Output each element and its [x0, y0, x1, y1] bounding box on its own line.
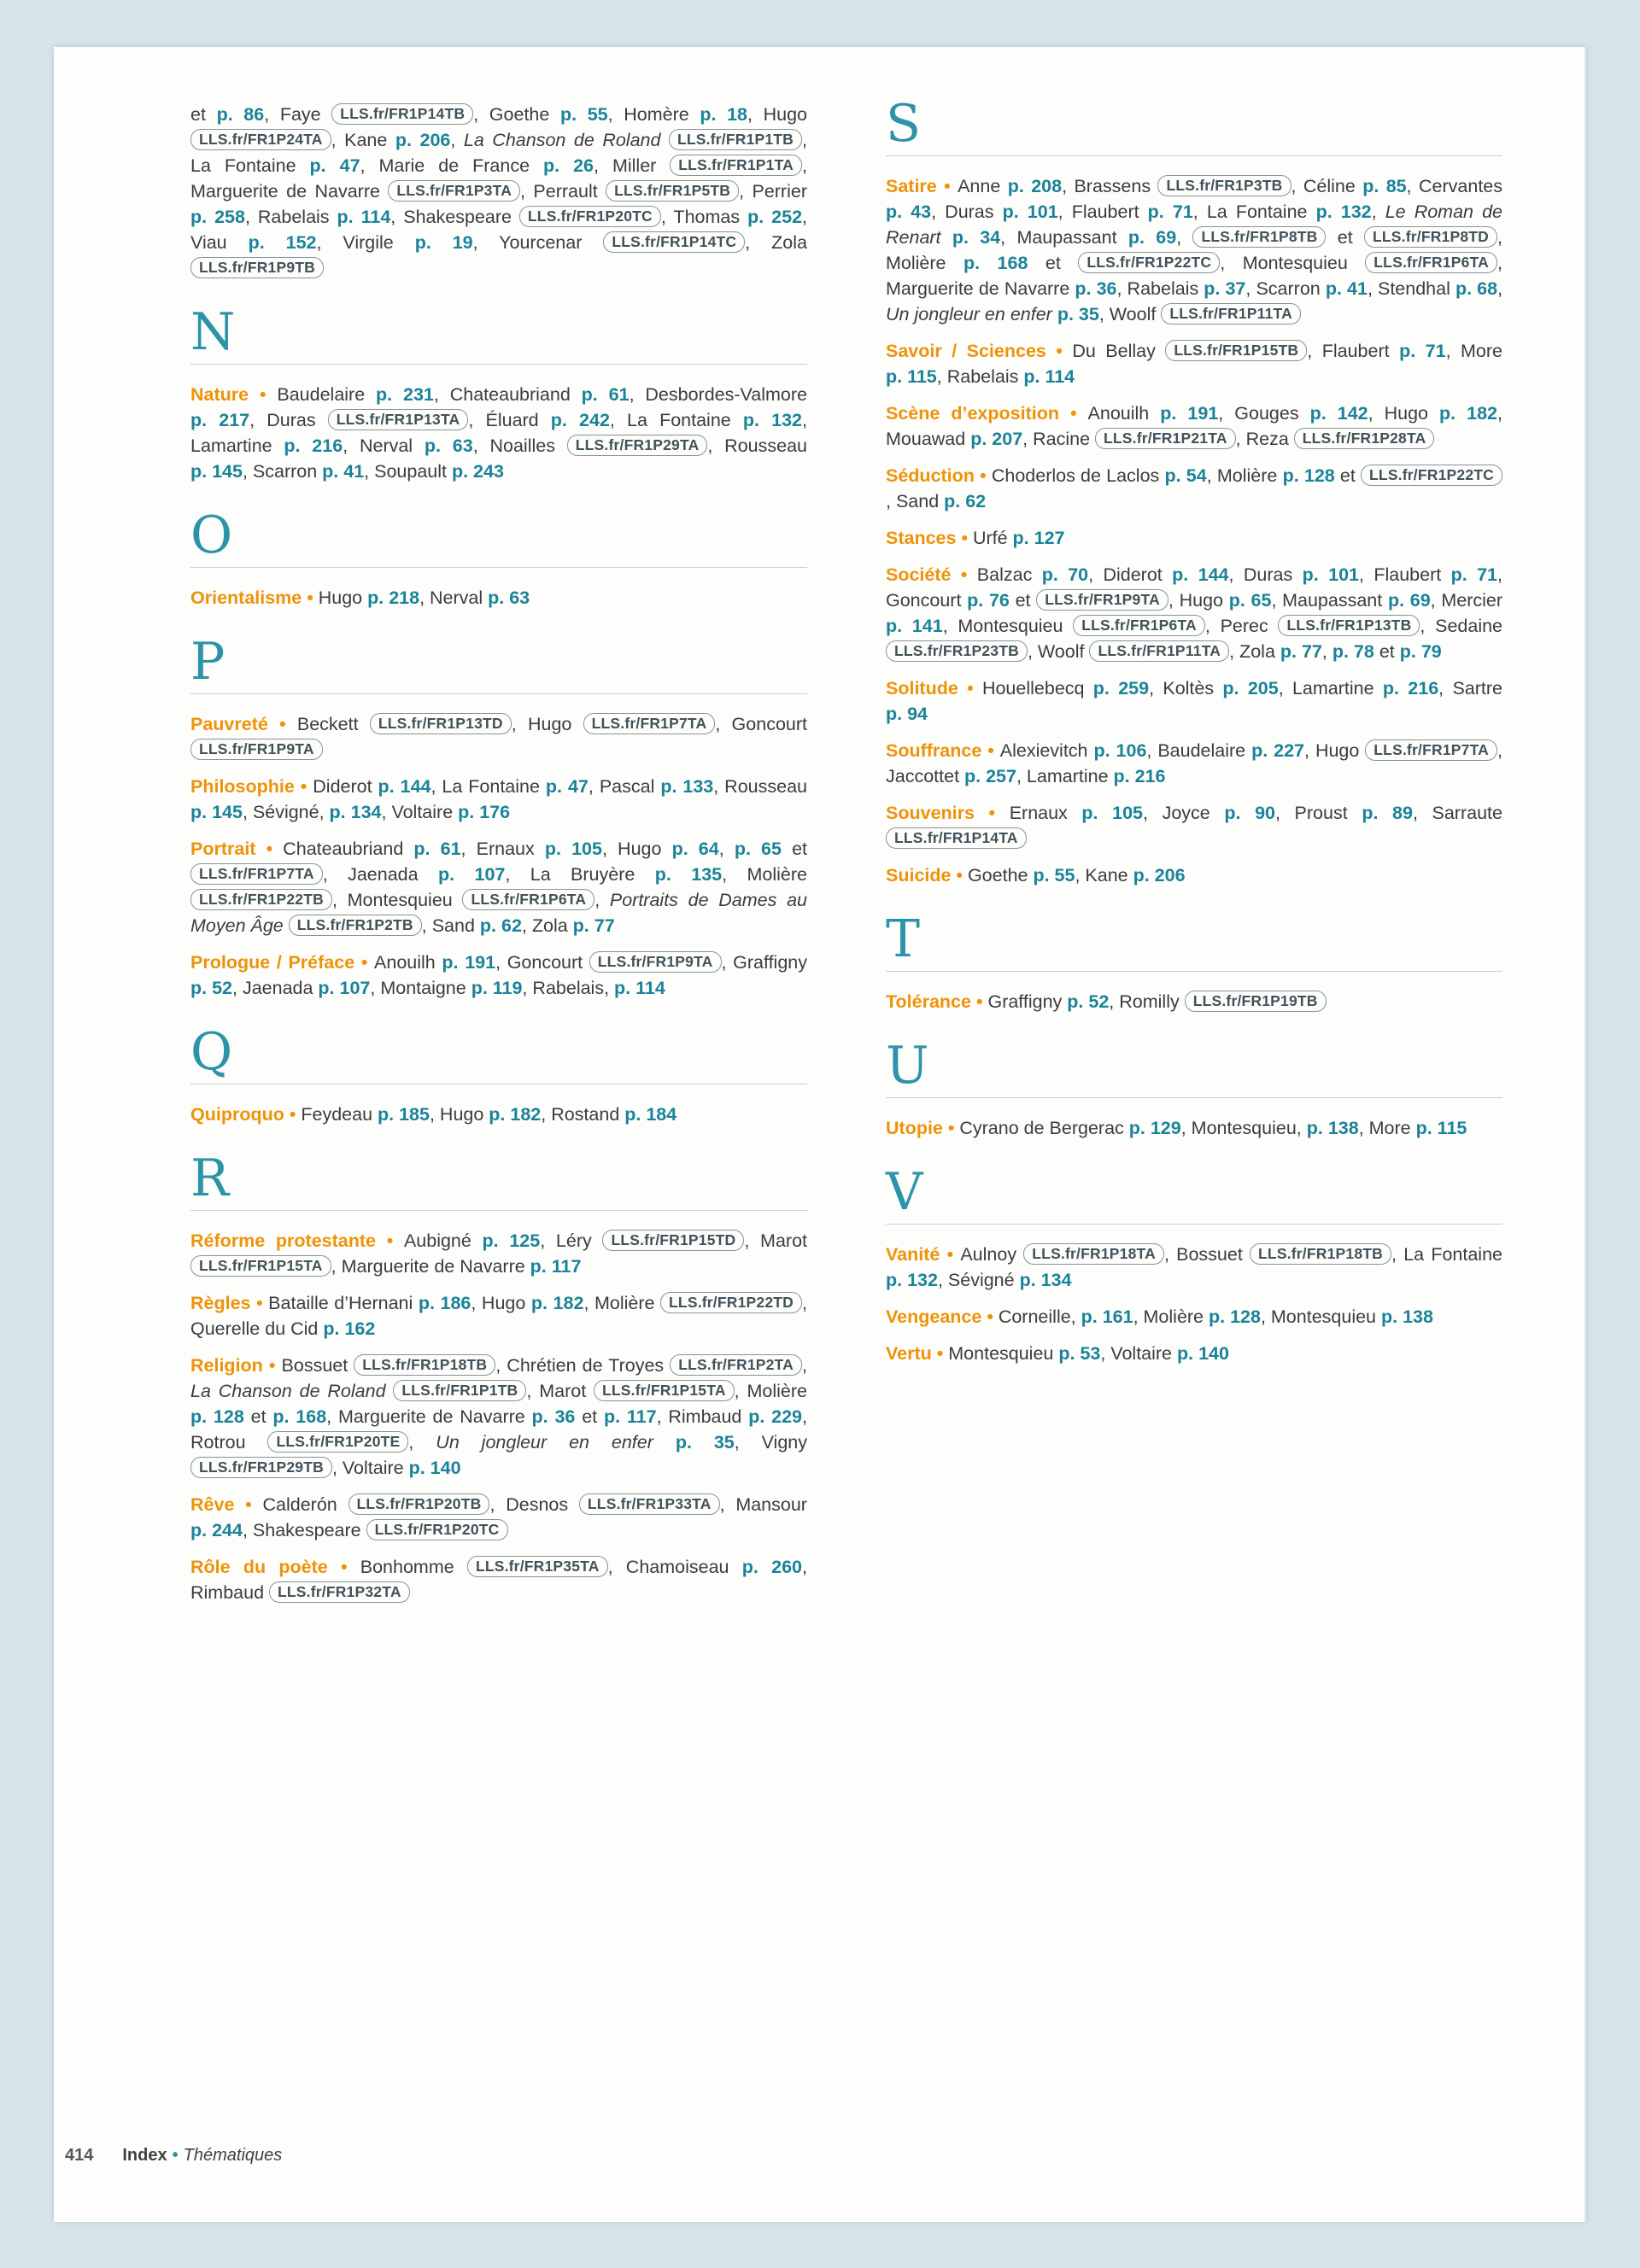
entry-keyword: Vertu: [886, 1343, 932, 1364]
page-ref: p. 145: [190, 461, 243, 482]
page-ref: p. 77: [572, 915, 615, 936]
keyword-bullet: •: [249, 384, 278, 405]
keyword-bullet: •: [354, 952, 375, 973]
index-entry-vengeance: Vengeance • Corneille, p. 161, Molière p. 128, Montesquieu p. 138: [886, 1306, 1433, 1327]
work-title: Un jongleur en enfer: [436, 1432, 653, 1453]
page-ref: p. 186: [418, 1293, 472, 1313]
page-ref: p. 64: [671, 839, 719, 859]
page-ref: p. 35: [1057, 304, 1099, 324]
page-ref: p. 168: [272, 1406, 327, 1427]
index-entry-scene-d-exposition: Scène d’exposition • Anouilh p. 191, Gouges p. 142, Hugo p. 182, Mouawad p. 207, Racine LLS.fr/FR1P21TA , Reza LLS.fr/FR1P28TA: [886, 403, 1502, 449]
keyword-bullet: •: [974, 803, 1010, 823]
index-entry-suicide: Suicide • Goethe p. 55, Kane p. 206: [886, 865, 1186, 886]
keyword-bullet: •: [951, 865, 968, 886]
lls-code-pill: LLS.fr/FR1P35TA: [467, 1556, 608, 1577]
lls-code-pill: LLS.fr/FR1P33TA: [579, 1493, 720, 1515]
lls-code-pill: LLS.fr/FR1P15TA: [190, 1255, 331, 1277]
page-ref: p. 134: [329, 802, 382, 822]
page-ref: p. 63: [424, 435, 473, 456]
index-entry-pauvrete: Pauvreté • Beckett LLS.fr/FR1P13TD , Hugo LLS.fr/FR1P7TA , Goncourt LLS.fr/FR1P9TA: [190, 711, 807, 763]
lls-code-pill: LLS.fr/FR1P1TB: [393, 1380, 526, 1401]
page-ref: p. 43: [886, 202, 932, 222]
lls-code-pill: LLS.fr/FR1P29TA: [567, 435, 708, 456]
lls-code-pill: LLS.fr/FR1P11TA: [1089, 640, 1229, 662]
entry-keyword: Vanité: [886, 1244, 940, 1265]
keyword-bullet: •: [376, 1230, 404, 1251]
keyword-bullet: •: [974, 465, 992, 486]
page-ref: p. 65: [1228, 590, 1272, 611]
section-r: [190, 1151, 807, 1211]
index-entry-reforme-protestante: Réforme protestante • Aubigné p. 125, Léry LLS.fr/FR1P15TD , Marot LLS.fr/FR1P15TA , Marguerite de Navarre p. 117: [190, 1230, 808, 1277]
page-ref: p. 182: [530, 1293, 584, 1313]
section-t: [886, 909, 1502, 972]
right-column: [886, 94, 1503, 1616]
page-ref: p. 54: [1164, 465, 1207, 486]
page-ref: p. 105: [1081, 803, 1144, 823]
page-ref: p. 53: [1058, 1343, 1101, 1364]
page-ref: p. 115: [1415, 1118, 1467, 1138]
page-ref: p. 218: [367, 587, 420, 608]
lls-code-pill: LLS.fr/FR1P29TB: [190, 1457, 332, 1478]
page-ref: p. 145: [190, 802, 243, 822]
page-ref: p. 191: [1160, 403, 1219, 424]
index-entry-orientalisme: Orientalisme • Hugo p. 218, Nerval p. 63: [190, 587, 530, 608]
page-ref: p. 184: [624, 1104, 677, 1125]
page-ref: p. 115: [886, 366, 937, 387]
section-letter-n: N: [190, 302, 236, 362]
lls-code-pill: LLS.fr/FR1P1TA: [670, 155, 802, 176]
lls-code-pill: LLS.fr/FR1P14TA: [886, 827, 1027, 849]
work-title: La Chanson de Roland: [463, 130, 661, 150]
page-ref: p. 35: [675, 1432, 735, 1453]
entry-keyword: Scène d’exposition: [886, 403, 1059, 424]
lls-code-pill: LLS.fr/FR1P15TB: [1165, 340, 1307, 361]
page-ref: p. 205: [1222, 678, 1279, 699]
lls-code-pill: LLS.fr/FR1P22TB: [190, 889, 332, 910]
keyword-bullet: •: [234, 1494, 263, 1515]
index-entry-savoir-sciences: Savoir / Sciences • Du Bellay LLS.fr/FR1P15TB , Flaubert p. 71, More p. 115, Rabelais p. 114: [886, 341, 1502, 387]
page-ref: p. 52: [1067, 991, 1110, 1012]
index-entry-satire: Satire • Anne p. 208, Brassens LLS.fr/FR1P3TB , Céline p. 85, Cervantes p. 43, Duras p. 101, Flaubert p. 71, La Fontaine p. 132, Le Roman de Renart p. 34, Maupassant p. 69, LLS.fr/FR1P8TB et LLS.fr/FR1P8TD , Molière p. 168 et LLS.fr/FR1P22TC , Montesquieu LLS.fr/FR1P6TA , Marguerite de Navarre p. 36, Rabelais p. 37, Scarron p. 41, Stendhal p. 68, Un jongleur en enfer p. 35, Woolf LLS.fr/FR1P11TA: [886, 176, 1503, 324]
keyword-bullet: •: [951, 564, 977, 585]
index-entry-utopie: Utopie • Cyrano de Bergerac p. 129, Montesquieu, p. 138, More p. 115: [886, 1118, 1467, 1138]
page-ref: p. 243: [451, 461, 504, 482]
lls-code-pill: LLS.fr/FR1P21TA: [1095, 428, 1236, 449]
page-ref: p. 132: [886, 1270, 938, 1290]
lls-code-pill: LLS.fr/FR1P3TB: [1157, 175, 1291, 196]
entry-keyword: Savoir / Sciences: [886, 341, 1046, 361]
page-ref: p. 114: [614, 978, 665, 998]
entry-keyword: Rêve: [190, 1494, 235, 1515]
lls-code-pill: LLS.fr/FR1P32TA: [269, 1581, 410, 1603]
index-entry-seduction: Séduction • Choderlos de Laclos p. 54, Molière p. 128 et LLS.fr/FR1P22TC, Sand p. 62: [886, 463, 1502, 514]
index-entry-quiproquo: Quiproquo • Feydeau p. 185, Hugo p. 182, Rostand p. 184: [190, 1104, 677, 1125]
lls-code-pill: LLS.fr/FR1P2TA: [670, 1354, 802, 1376]
entry-keyword: Vengeance: [886, 1306, 982, 1327]
lls-code-pill: LLS.fr/FR1P22TD: [660, 1292, 802, 1313]
page-ref: p. 140: [1177, 1343, 1229, 1364]
page-ref: p. 216: [1113, 766, 1166, 786]
entry-keyword: Satire: [886, 176, 937, 196]
page-ref: p. 206: [1133, 865, 1186, 886]
section-letter-o: O: [190, 506, 233, 565]
page-ref: p. 191: [442, 952, 496, 973]
page-ref: p. 55: [559, 104, 608, 125]
section-q: [190, 1022, 807, 1084]
page-number: 414: [65, 2146, 94, 2165]
index-entry-prologue-preface: Prologue / Préface • Anouilh p. 191, Goncourt LLS.fr/FR1P9TA , Graffigny p. 52, Jaenada p. 107, Montaigne p. 119, Rabelais, p. 114: [190, 952, 807, 998]
lls-code-pill: LLS.fr/FR1P15TA: [594, 1380, 735, 1401]
page-ref: p. 47: [545, 776, 589, 797]
keyword-bullet: •: [302, 587, 319, 608]
index-entry-portrait: Portrait • Chateaubriand p. 61, Ernaux p. 105, Hugo p. 64, p. 65 et LLS.fr/FR1P7TA , Jaenada p. 107, La Bruyère p. 135, Molière LLS.fr/FR1P22TB , Montesquieu LLS.fr/FR1P6TA , Portraits de Dames au Moyen Âge LLS.fr/FR1P2TB , Sand p. 62, Zola p. 77: [190, 839, 808, 936]
keyword-bullet: •: [327, 1557, 360, 1577]
keyword-bullet: •: [981, 740, 1000, 761]
index-entry-nature: Nature • Baudelaire p. 231, Chateaubriand p. 61, Desbordes-Valmore p. 217, Duras LLS.fr/FR1P13TA , Éluard p. 242, La Fontaine p. 132, Lamartine p. 216, Nerval p. 63, Noailles LLS.fr/FR1P29TA , Rousseau p. 145, Scarron p. 41, Soupault p. 243: [190, 384, 807, 482]
index-entry-societe: Société • Balzac p. 70, Diderot p. 144, Duras p. 101, Flaubert p. 71, Goncourt p. 76 et LLS.fr/FR1P9TA , Hugo p. 65, Maupassant p. 69, Mercier p. 141, Montesquieu LLS.fr/FR1P6TA , Perec LLS.fr/FR1P13TB , Sedaine LLS.fr/FR1P23TB , Woolf LLS.fr/FR1P11TA , Zola p. 77, p. 78 et p. 79: [886, 564, 1503, 662]
page-ref: p. 65: [734, 839, 782, 859]
page-ref: p. 128: [1209, 1306, 1261, 1327]
entry-keyword: Solitude: [886, 678, 958, 699]
lls-code-pill: LLS.fr/FR1P24TA: [190, 129, 331, 150]
left-column: [190, 102, 807, 1616]
page-ref: p. 244: [190, 1520, 243, 1540]
lls-code-pill: LLS.fr/FR1P13TD: [370, 713, 512, 734]
keyword-bullet: •: [956, 528, 973, 548]
footer-section-label: Thématiques: [183, 2146, 283, 2165]
lls-code-pill: LLS.fr/FR1P9TA: [190, 739, 323, 760]
keyword-bullet: •: [970, 991, 988, 1012]
page-ref: p. 62: [944, 491, 987, 511]
page-ref: p. 41: [1325, 278, 1368, 299]
page-ref: p. 55: [1033, 865, 1075, 886]
entry-keyword: Règles: [190, 1293, 251, 1313]
keyword-bullet: •: [255, 839, 284, 859]
page-ref: p. 62: [479, 915, 522, 936]
entry-keyword: Société: [886, 564, 952, 585]
lls-code-pill: LLS.fr/FR1P6TA: [1073, 615, 1205, 636]
index-entry-vertu: Vertu • Montesquieu p. 53, Voltaire p. 140: [886, 1343, 1229, 1364]
lls-code-pill: LLS.fr/FR1P20TE: [267, 1431, 408, 1453]
page-ref: p. 19: [414, 232, 473, 253]
page-ref: p. 161: [1081, 1306, 1133, 1327]
page-ref: p. 71: [1147, 202, 1193, 222]
page-ref: p. 79: [1399, 641, 1442, 662]
keyword-bullet: •: [250, 1293, 269, 1313]
lls-code-pill: LLS.fr/FR1P28TA: [1294, 428, 1435, 449]
page-ref: p. 76: [967, 590, 1010, 611]
lls-code-pill: LLS.fr/FR1P19TB: [1185, 991, 1327, 1012]
page-ref: p. 152: [248, 232, 317, 253]
keyword-bullet: •: [981, 1306, 999, 1327]
page-ref: p. 141: [886, 616, 943, 636]
entry-keyword: Souvenirs: [886, 803, 975, 823]
page-ref: p. 140: [408, 1458, 461, 1478]
page-ref: p. 52: [190, 978, 232, 998]
entry-keyword: Orientalisme: [190, 587, 302, 608]
lls-code-pill: LLS.fr/FR1P9TB: [190, 257, 324, 278]
entry-keyword: Religion: [190, 1355, 263, 1376]
index-entry-souvenirs: Souvenirs • Ernaux p. 105, Joyce p. 90, Proust p. 89, Sarraute LLS.fr/FR1P14TA: [886, 800, 1502, 851]
lls-code-pill: LLS.fr/FR1P7TA: [583, 713, 716, 734]
section-rule: [190, 364, 807, 365]
page-ref: p. 101: [1302, 564, 1359, 585]
entry-keyword: Souffrance: [886, 740, 982, 761]
page-ref: p. 185: [378, 1104, 430, 1125]
lls-code-pill: LLS.fr/FR1P8TD: [1364, 226, 1497, 248]
keyword-bullet: •: [284, 1104, 302, 1125]
page-ref: p. 71: [1450, 564, 1498, 585]
page-ref: p. 69: [1128, 227, 1177, 248]
lls-code-pill: LLS.fr/FR1P9TA: [1036, 589, 1168, 611]
entry-keyword: Portrait: [190, 839, 256, 859]
lls-code-pill: LLS.fr/FR1P3TA: [388, 180, 520, 202]
section-rule: [190, 1210, 807, 1211]
index-entry-continued: et p. 86, Faye LLS.fr/FR1P14TB , Goethe p. 55, Homère p. 18, Hugo LLS.fr/FR1P24TA , Kane p. 206, La Chanson de Roland LLS.fr/FR1P1TB , La Fontaine p. 47, Marie de France p. 26, Miller LLS.fr/FR1P1TA , Marguerite de Navarre LLS.fr/FR1P3TA , Perrault LLS.fr/FR1P5TB , Perrier p. 258, Rabelais p. 114, Shakespeare LLS.fr/FR1P20TC , Thomas p. 252, Viau p. 152, Virgile p. 19, Yourcenar LLS.fr/FR1P14TC , Zola LLS.fr/FR1P9TB: [190, 102, 807, 281]
page-ref: p. 144: [378, 776, 431, 797]
page-ref: p. 41: [322, 461, 365, 482]
page-ref: p. 168: [963, 253, 1028, 273]
entry-keyword: Philosophie: [190, 776, 295, 797]
keyword-bullet: •: [942, 1118, 960, 1138]
lls-code-pill: LLS.fr/FR1P13TB: [1278, 615, 1420, 636]
entry-keyword: Stances: [886, 528, 957, 548]
index-entry-religion: Religion • Bossuet LLS.fr/FR1P18TB , Chrétien de Troyes LLS.fr/FR1P2TA , La Chanson de Roland LLS.fr/FR1P1TB , Marot LLS.fr/FR1P15TA , Molière p. 128 et p. 168, Marguerite de Navarre p. 36 et p. 117, Rimbaud p. 229, Rotrou LLS.fr/FR1P20TE , Un jongleur en enfer p. 35, Vigny LLS.fr/FR1P29TB , Voltaire p. 140: [190, 1355, 807, 1478]
page-ref: p. 119: [471, 978, 523, 998]
page-ref: p. 107: [318, 978, 371, 998]
page-ref: p. 182: [489, 1104, 542, 1125]
index-entry-role-du-poete: Rôle du poète • Bonhomme LLS.fr/FR1P35TA , Chamoiseau p. 260, Rimbaud LLS.fr/FR1P32TA: [190, 1557, 807, 1603]
keyword-bullet: •: [294, 776, 313, 797]
lls-code-pill: LLS.fr/FR1P18TB: [1250, 1243, 1391, 1265]
index-entry-tolerance: Tolérance • Graffigny p. 52, Romilly LLS.fr/FR1P19TB: [886, 989, 1502, 1014]
lls-code-pill: LLS.fr/FR1P22TC: [1361, 465, 1502, 486]
index-entry-philosophie: Philosophie • Diderot p. 144, La Fontaine p. 47, Pascal p. 133, Rousseau p. 145, Sévigné, p. 134, Voltaire p. 176: [190, 776, 807, 822]
lls-code-pill: LLS.fr/FR1P8TB: [1192, 226, 1326, 248]
lls-code-pill: LLS.fr/FR1P14TC: [603, 231, 745, 253]
page-ref: p. 208: [1007, 176, 1063, 196]
page-footer: [65, 2145, 282, 2166]
work-title: Portraits de Dames au Moyen Âge: [190, 890, 807, 936]
page-ref: p. 71: [1399, 341, 1446, 361]
page-ref: p. 125: [482, 1230, 541, 1251]
entry-keyword: Pauvreté: [190, 714, 268, 734]
lls-code-pill: LLS.fr/FR1P5TB: [606, 180, 739, 202]
lls-code-pill: LLS.fr/FR1P15TD: [602, 1230, 744, 1251]
page-ref: p. 107: [437, 864, 506, 885]
page-ref: p. 117: [603, 1406, 657, 1427]
page-ref: p. 117: [530, 1256, 582, 1277]
index-entry-vanite: Vanité • Aulnoy LLS.fr/FR1P18TA , Bossuet LLS.fr/FR1P18TB , La Fontaine p. 132, Sévigné p. 134: [886, 1244, 1502, 1290]
keyword-bullet: •: [1046, 341, 1073, 361]
page-ref: p. 162: [323, 1318, 376, 1339]
lls-code-pill: LLS.fr/FR1P9TA: [589, 951, 722, 973]
entry-keyword: Séduction: [886, 465, 975, 486]
section-v: [886, 1162, 1502, 1225]
page-ref: p. 259: [1092, 678, 1150, 699]
section-s: [886, 96, 1502, 156]
section-p: [190, 634, 807, 694]
lls-code-pill: LLS.fr/FR1P7TA: [190, 863, 323, 885]
lls-code-pill: LLS.fr/FR1P18TB: [354, 1354, 495, 1376]
index-entry-souffrance: Souffrance • Alexievitch p. 106, Baudelaire p. 227, Hugo LLS.fr/FR1P7TA , Jaccottet p. 257, Lamartine p. 216: [886, 740, 1502, 786]
work-title: Le Roman de Renart: [886, 202, 1502, 248]
lls-code-pill: LLS.fr/FR1P6TA: [462, 889, 594, 910]
section-n: [190, 302, 807, 365]
work-title: La Chanson de Roland: [190, 1381, 386, 1401]
entry-keyword: Suicide: [886, 865, 952, 886]
book-page: [54, 47, 1586, 2222]
page-ref: p. 229: [748, 1406, 803, 1427]
page-ref: p. 18: [700, 104, 747, 125]
lls-code-pill: LLS.fr/FR1P6TA: [1365, 252, 1497, 273]
page-ref: p. 128: [1282, 465, 1335, 486]
entry-keyword: Prologue / Préface: [190, 952, 355, 973]
page-ref: p. 135: [654, 864, 723, 885]
section-letter-t: T: [886, 909, 921, 969]
section-rule: [886, 155, 1502, 156]
lls-code-pill: LLS.fr/FR1P20TC: [519, 206, 661, 227]
lls-code-pill: LLS.fr/FR1P7TA: [1365, 739, 1497, 761]
page-ref: p. 128: [190, 1406, 244, 1427]
page-ref: p. 207: [970, 429, 1023, 449]
entry-keyword: Nature: [190, 384, 249, 405]
keyword-bullet: •: [262, 1355, 282, 1376]
entry-keyword: Réforme protestante: [190, 1230, 376, 1251]
page-ref: p. 129: [1128, 1118, 1181, 1138]
lls-code-pill: LLS.fr/FR1P1TB: [669, 129, 802, 150]
page-ref: p. 47: [309, 155, 360, 176]
page-ref: p. 63: [488, 587, 530, 608]
section-letter-r: R: [190, 1149, 230, 1208]
keyword-bullet: •: [958, 678, 982, 699]
lls-code-pill: LLS.fr/FR1P22TC: [1078, 252, 1220, 273]
page-ref: p. 216: [284, 435, 343, 456]
section-letter-u: U: [886, 1036, 929, 1096]
page-ref: p. 114: [1023, 366, 1075, 387]
section-letter-s: S: [886, 94, 922, 154]
section-rule: [190, 693, 807, 694]
page-ref: p. 227: [1251, 740, 1305, 761]
page-ref: p. 105: [544, 839, 602, 859]
section-rule: [886, 1224, 1502, 1225]
footer-index-label: Index: [122, 2146, 167, 2165]
page-ref: p. 258: [190, 207, 245, 227]
lls-code-pill: LLS.fr/FR1P11TA: [1161, 303, 1301, 324]
index-entry-regles: Règles • Bataille d’Hernani p. 186, Hugo p. 182, Molière LLS.fr/FR1P22TD , Querelle du Cid p. 162: [190, 1293, 807, 1339]
page-ref: p. 61: [413, 839, 461, 859]
keyword-bullet: •: [936, 176, 958, 196]
page-ref: p. 77: [1280, 641, 1322, 662]
entry-keyword: Tolérance: [886, 991, 971, 1012]
page-ref: p. 134: [1019, 1270, 1072, 1290]
index-entry-stances: Stances • Urfé p. 127: [886, 528, 1065, 548]
page-ref: p. 138: [1306, 1118, 1359, 1138]
keyword-bullet: •: [940, 1244, 961, 1265]
page-ref: p. 86: [216, 104, 265, 125]
keyword-bullet: •: [931, 1343, 949, 1364]
page-ref: p. 231: [376, 384, 434, 405]
section-u: [886, 1038, 1502, 1098]
index-entry-solitude: Solitude • Houellebecq p. 259, Koltès p. 205, Lamartine p. 216, Sartre p. 94: [886, 678, 1502, 724]
page-ref: p. 132: [742, 410, 803, 430]
page-ref: p. 36: [531, 1406, 576, 1427]
page-ref: p. 138: [1380, 1306, 1433, 1327]
page-ref: p. 257: [964, 766, 1016, 786]
page-ref: p. 142: [1309, 403, 1368, 424]
page-ref: p. 206: [395, 130, 451, 150]
page-ref: p. 216: [1382, 678, 1439, 699]
work-title: Un jongleur en enfer: [886, 304, 1052, 324]
lls-code-pill: LLS.fr/FR1P2TB: [289, 915, 422, 936]
entry-keyword: Rôle du poète: [190, 1557, 328, 1577]
page-ref: p. 26: [543, 155, 594, 176]
entry-keyword: Quiproquo: [190, 1104, 284, 1125]
page-ref: p. 89: [1362, 803, 1413, 823]
footer-bullet: •: [172, 2146, 179, 2165]
lls-code-pill: LLS.fr/FR1P20TC: [366, 1519, 508, 1540]
section-rule: [190, 567, 807, 568]
page-ref: p. 132: [1315, 202, 1372, 222]
section-letter-q: Q: [190, 1022, 233, 1082]
page-ref: p. 260: [741, 1557, 802, 1577]
index-entry-reve: Rêve • Calderón LLS.fr/FR1P20TB , Desnos LLS.fr/FR1P33TA , Mansour p. 244, Shakespeare LLS.fr/FR1P20TC: [190, 1494, 807, 1540]
index-columns: [54, 47, 1584, 1616]
page-ref: p. 90: [1224, 803, 1275, 823]
section-letter-p: P: [190, 632, 226, 692]
lls-code-pill: LLS.fr/FR1P14TB: [331, 103, 473, 125]
entry-keyword: Utopie: [886, 1118, 943, 1138]
section-rule: [886, 1097, 1502, 1098]
page-ref: p. 78: [1332, 641, 1374, 662]
page-ref: p. 61: [581, 384, 630, 405]
page-ref: p. 127: [1012, 528, 1065, 548]
page-ref: p. 106: [1093, 740, 1147, 761]
page-ref: p. 176: [458, 802, 511, 822]
page-ref: p. 94: [886, 704, 928, 724]
page-ref: p. 242: [550, 410, 610, 430]
keyword-bullet: •: [267, 714, 297, 734]
page-ref: p. 85: [1362, 176, 1407, 196]
lls-code-pill: LLS.fr/FR1P20TB: [348, 1493, 490, 1515]
page-ref: p. 182: [1439, 403, 1498, 424]
page-ref: p. 133: [660, 776, 714, 797]
page-ref: p. 217: [190, 410, 250, 430]
page-ref: p. 36: [1075, 278, 1117, 299]
page-ref: p. 68: [1455, 278, 1498, 299]
keyword-bullet: •: [1058, 403, 1088, 424]
page-ref: p. 69: [1387, 590, 1431, 611]
page-ref: p. 101: [1002, 202, 1058, 222]
section-o: [190, 508, 807, 568]
page-ref: p. 34: [952, 227, 1001, 248]
page-ref: p. 70: [1041, 564, 1089, 585]
page-ref: p. 114: [337, 207, 391, 227]
page-ref: p. 37: [1204, 278, 1246, 299]
lls-code-pill: LLS.fr/FR1P18TA: [1023, 1243, 1164, 1265]
section-rule: [886, 971, 1502, 972]
page-ref: p. 144: [1172, 564, 1229, 585]
lls-code-pill: LLS.fr/FR1P13TA: [328, 409, 469, 430]
lls-code-pill: LLS.fr/FR1P23TB: [886, 640, 1028, 662]
page-ref: p. 252: [747, 207, 803, 227]
section-letter-v: V: [886, 1162, 923, 1222]
